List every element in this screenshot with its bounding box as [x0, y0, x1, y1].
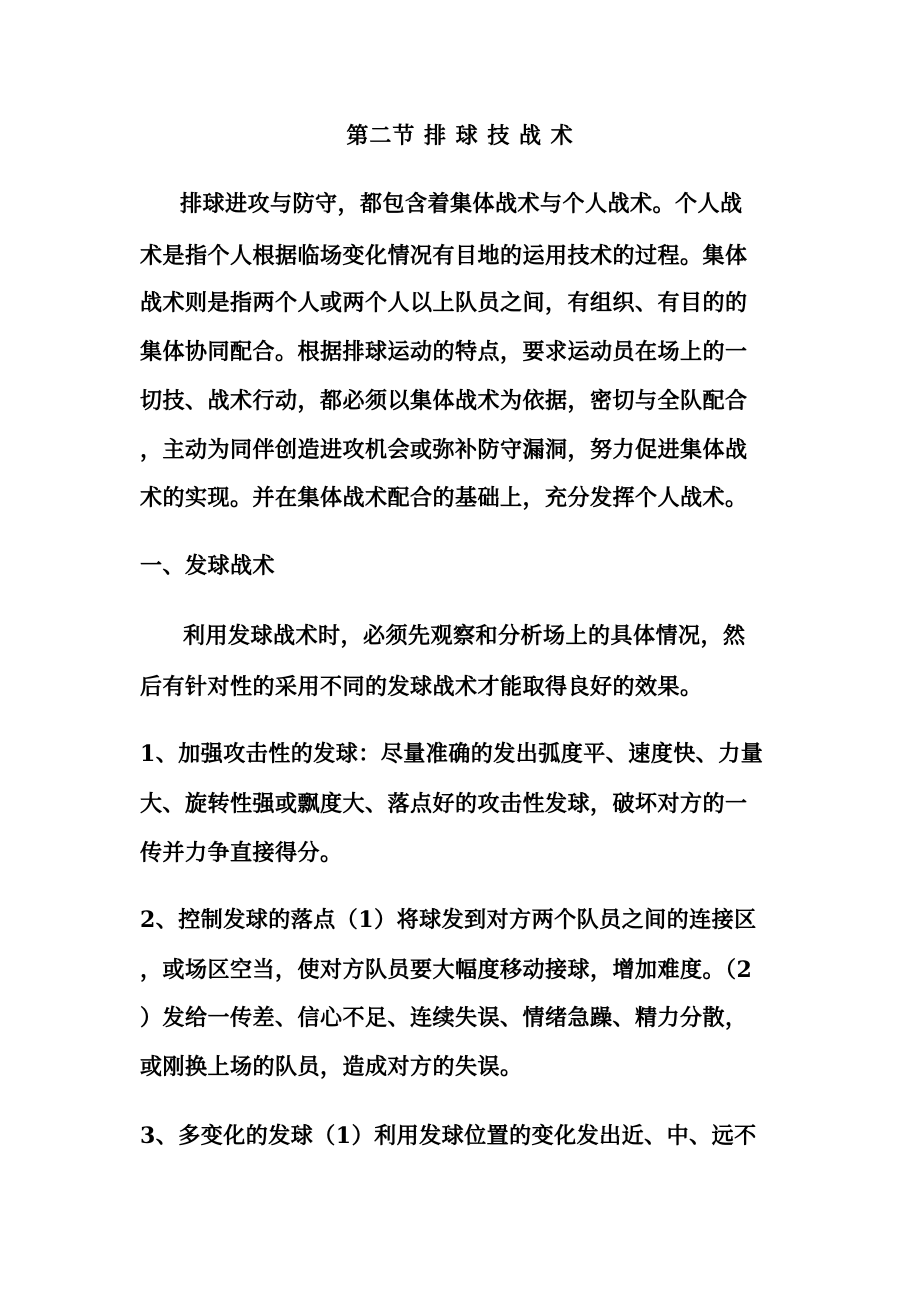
- point-2-line-3: ）发给一传差、信心不足、连续失误、情绪急躁、精力分散，: [140, 1005, 748, 1031]
- point-2-line-2: ，或场区空当，使对方队员要大幅度移动接球，增加难度。（2: [140, 957, 753, 983]
- section-heading: 一、发球战术: [140, 553, 276, 579]
- intro-line-7: 术的实现。并在集体战术配合的基础上，充分发挥个人战术。: [140, 485, 748, 511]
- intro-line-6: ，主动为同伴创造进攻机会或弥补防守漏洞，努力促进集体战: [140, 437, 748, 463]
- serve-intro-line-1: 利用发球战术时，必须先观察和分析场上的具体情况，然: [183, 623, 746, 649]
- point-1-line-3: 传并力争直接得分。: [140, 840, 343, 866]
- point-1-line-2: 大、旋转性强或飘度大、落点好的攻击性发球，破坏对方的一: [140, 791, 748, 817]
- intro-line-4: 集体协同配合。根据排球运动的特点，要求运动员在场上的一: [140, 339, 748, 365]
- intro-line-5: 切技、战术行动，都必须以集体战术为依据，密切与全队配合: [140, 388, 748, 414]
- point-2-line-4: 或刚换上场的队员，造成对方的失误。: [140, 1054, 523, 1080]
- intro-line-2: 术是指个人根据临场变化情况有目地的运用技术的过程。集体: [140, 243, 748, 269]
- intro-line-3: 战术则是指两个人或两个人以上队员之间，有组织、有目的的: [140, 290, 748, 316]
- point-1-line-1: 1、加强攻击性的发球：尽量准确的发出弧度平、速度快、力量: [140, 741, 764, 767]
- page-title: 第二节 排 球 技 战 术: [346, 123, 574, 149]
- serve-intro-line-2: 后有针对性的采用不同的发球战术才能取得良好的效果。: [140, 674, 703, 700]
- intro-line-1: 排球进攻与防守，都包含着集体战术与个人战术。个人战: [180, 191, 743, 217]
- point-2-line-1: 2、控制发球的落点（1）将球发到对方两个队员之间的连接区: [140, 907, 757, 933]
- point-3-line-1: 3、多变化的发球（1）利用发球位置的变化发出近、中、远不: [140, 1123, 757, 1149]
